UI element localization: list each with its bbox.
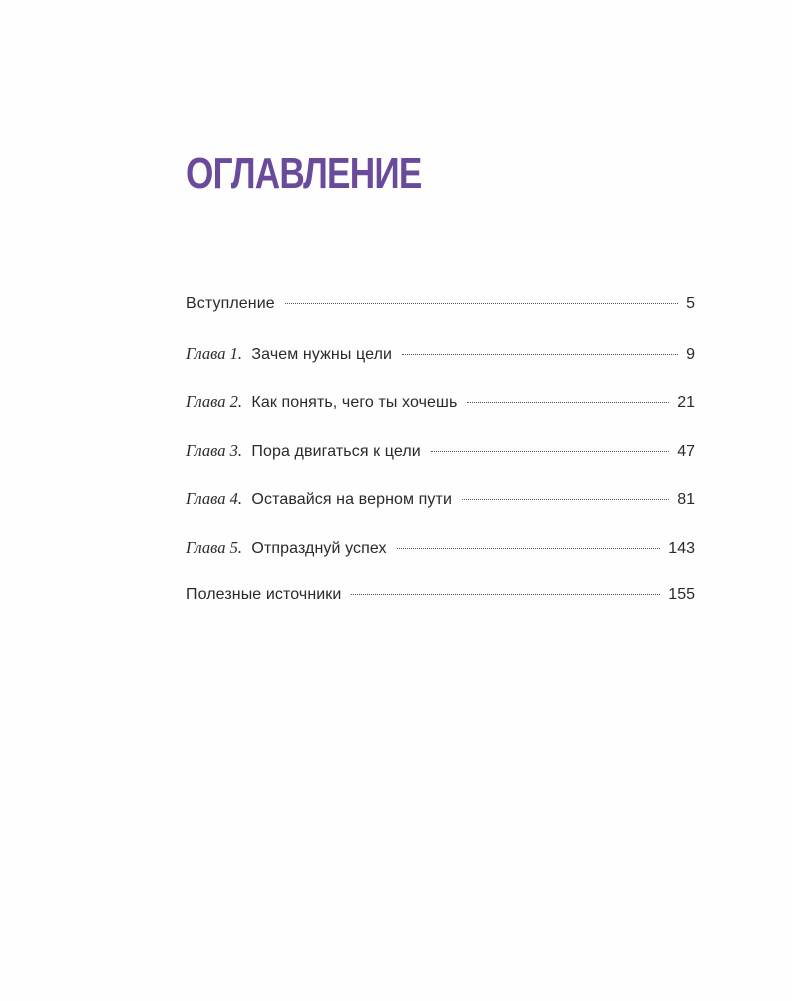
page-title: ОГЛАВЛЕНИЕ bbox=[186, 149, 422, 198]
toc-entry-title: Вступление bbox=[186, 295, 275, 312]
toc-page-number: 21 bbox=[677, 394, 695, 411]
toc-entry-label bbox=[186, 441, 421, 461]
dot-leader bbox=[285, 303, 678, 304]
toc-entry-title: Оставайся на верном пути bbox=[251, 491, 452, 508]
toc-page-number: 155 bbox=[668, 586, 695, 603]
dot-leader bbox=[467, 402, 669, 403]
dot-leader bbox=[397, 548, 661, 549]
toc-entry-label bbox=[186, 538, 387, 558]
toc-page-number: 5 bbox=[686, 295, 695, 312]
toc-entry-introduction[interactable] bbox=[186, 295, 695, 344]
dot-leader bbox=[402, 354, 678, 355]
toc-chapter-number: Глава 2. bbox=[186, 392, 242, 411]
table-of-contents bbox=[186, 295, 695, 635]
toc-entry-title: Зачем нужны цели bbox=[251, 345, 393, 363]
toc-entry-title: Отпразднуй успех bbox=[251, 539, 387, 557]
toc-chapter-number: Глава 1. bbox=[186, 343, 242, 363]
toc-entry-title: Как понять, чего ты хочешь bbox=[251, 394, 458, 411]
toc-entry-label bbox=[186, 392, 457, 412]
toc-entry-resources[interactable] bbox=[186, 586, 695, 635]
toc-entry-label bbox=[186, 295, 275, 313]
toc-page-number: 47 bbox=[677, 442, 695, 460]
toc-entry-title: Полезные источники bbox=[186, 586, 342, 603]
toc-entry-label bbox=[186, 344, 392, 364]
toc-page-number: 81 bbox=[677, 491, 695, 508]
toc-chapter-number: Глава 4. bbox=[186, 489, 242, 508]
toc-page-number: 9 bbox=[686, 345, 695, 363]
toc-entry-title: Пора двигаться к цели bbox=[251, 442, 421, 460]
toc-page-number: 143 bbox=[668, 539, 695, 557]
dot-leader bbox=[351, 594, 660, 595]
toc-entry-chapter-3[interactable] bbox=[186, 441, 695, 490]
toc-entry-chapter-5[interactable] bbox=[186, 538, 695, 587]
toc-entry-label bbox=[186, 586, 341, 604]
toc-entry-chapter-2[interactable] bbox=[186, 392, 695, 441]
toc-entry-chapter-4[interactable] bbox=[186, 489, 695, 538]
toc-chapter-number: Глава 5. bbox=[186, 537, 242, 557]
dot-leader bbox=[431, 451, 669, 452]
toc-entry-chapter-1[interactable] bbox=[186, 344, 695, 393]
dot-leader bbox=[462, 499, 669, 500]
toc-entry-label bbox=[186, 489, 452, 509]
toc-chapter-number: Глава 3. bbox=[186, 440, 242, 460]
